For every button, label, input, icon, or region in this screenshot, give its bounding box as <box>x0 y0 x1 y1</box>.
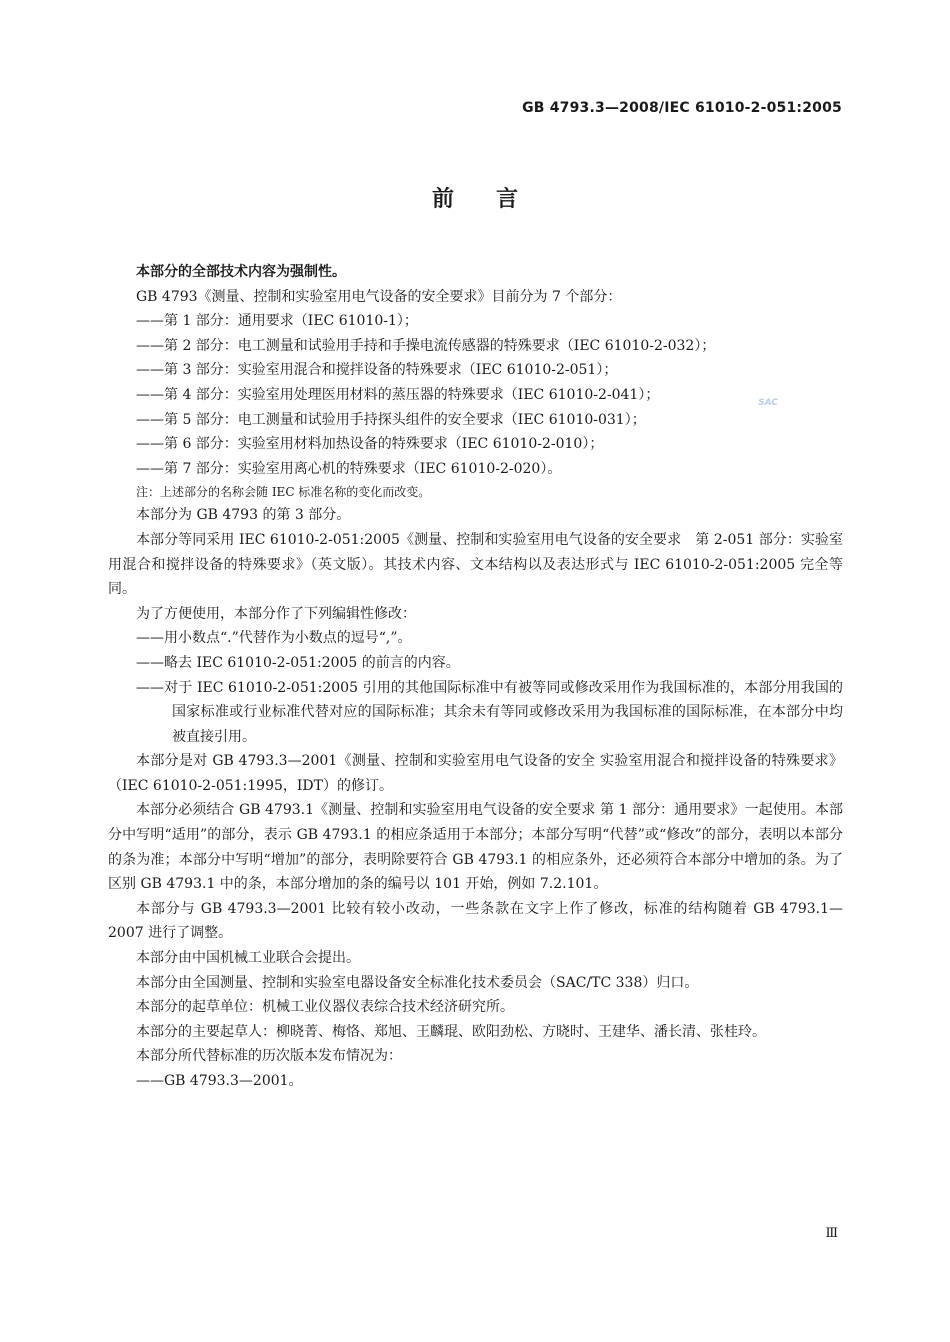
part-statement: 本部分为 GB 4793 的第 3 部分。 <box>136 507 351 524</box>
parts-list-item: ——第 6 部分：实验室用材料加热设备的特殊要求（IEC 61010-2-010）； <box>136 436 604 453</box>
parts-list-item: ——第 2 部分：电工测量和试验用手持和手操电流传感器的特殊要求（IEC 61010-2-032）； <box>136 337 716 354</box>
parts-list-item: ——第 4 部分：实验室用处理医用材料的蒸压器的特殊要求（IEC 61010-2-041）； <box>136 386 660 403</box>
parts-note: 注：上述部分的名称会随 IEC 标准名称的变化而改变。 <box>136 485 431 500</box>
adoption-paragraph: 本部分等同采用 IEC 61010-2-051:2005《测量、控制和实验室用电气设备的安全要求 第 2-051 部分：实验室用混合和搅拌设备的特殊要求》（英文版）。其技术内容、文本结构以及表达形式与 IEC 61010-2-051:2005 完全等同。 <box>108 531 843 598</box>
parts-list-item: ——第 5 部分：电工测量和试验用手持探头组件的安全要求（IEC 61010-031）； <box>136 411 646 428</box>
foreword-body <box>108 260 843 1094</box>
edit-item: ——用小数点“.”代替作为小数点的逗号“,”。 <box>136 630 412 647</box>
mandatory-statement: 本部分的全部技术内容为强制性。 <box>136 264 346 280</box>
sac-watermark-logo: SAC <box>758 398 778 408</box>
parts-list-item: ——第 1 部分：通用要求（IEC 61010-1）； <box>136 313 418 330</box>
parts-list-item: ——第 7 部分：实验室用离心机的特殊要求（IEC 61010-2-020）。 <box>136 460 562 477</box>
parts-intro: GB 4793《测量、控制和实验室用电气设备的安全要求》目前分为 7 个部分： <box>136 288 622 305</box>
combine-paragraph: 本部分必须结合 GB 4793.1《测量、控制和实验室用电气设备的安全要求 第 1 部分：通用要求》一起使用。本部分中写明“适用”的部分，表示 GB 4793.1 的相应条适用于本部分；本部分写明“代替”或“修改”的部分，表明以本部分的条为准；本部分中写明“增加”的部分，表明除要符合 GB 4793.1 的相应条外，还必须符合本部分中增加的条。为了区别 GB 4793.1 中的条，本部分增加的条的编号以 101 开始，例如 7.2.101。 <box>108 802 843 893</box>
standard-number-header: GB 4793.3—2008/IEC 61010-2-051:2005 <box>522 100 842 116</box>
drafting-unit-paragraph: 本部分的起草单位：机械工业仪器仪表综合技术经济研究所。 <box>136 999 514 1016</box>
revision-paragraph: 本部分是对 GB 4793.3—2001《测量、控制和实验室用电气设备的安全 实验室用混合和搅拌设备的特殊要求》（IEC 61010-2-051:1995，IDT）的修订。 <box>108 753 843 794</box>
changes-paragraph: 本部分与 GB 4793.3—2001 比较有较小改动，一些条款在文字上作了修改，标准的结构随着 GB 4793.1—2007 进行了调整。 <box>108 900 843 942</box>
edits-intro: 为了方便使用，本部分作了下列编辑性修改： <box>136 605 416 622</box>
drafters-paragraph: 本部分的主要起草人：柳晓菁、梅恪、郑旭、王麟琨、欧阳劲松、方晓时、王建华、潘长清、张桂玲。 <box>136 1023 766 1040</box>
proposer-paragraph: 本部分由中国机械工业联合会提出。 <box>136 950 360 967</box>
committee-paragraph: 本部分由全国测量、控制和实验室电器设备安全标准化技术委员会（SAC/TC 338）归口。 <box>136 974 699 991</box>
history-intro: 本部分所代替标准的历次版本发布情况为： <box>136 1048 402 1065</box>
edit-item: ——略去 IEC 61010-2-051:2005 的前言的内容。 <box>136 654 460 671</box>
edit-item: ——对于 IEC 61010-2-051:2005 引用的其他国际标准中有被等同或修改采用作为我国标准的，本部分用我国的国家标准或行业标准代替对应的国际标准；其余未有等同或修改采用为我国标准的国际标准，在本部分中均被直接引用。 <box>136 679 843 745</box>
page-title: 前言 <box>431 187 560 212</box>
parts-list-item: ——第 3 部分：实验室用混合和搅拌设备的特殊要求（IEC 61010-2-051）； <box>136 362 618 379</box>
history-item: ——GB 4793.3—2001。 <box>136 1073 303 1089</box>
page-number: Ⅲ <box>825 1226 838 1241</box>
